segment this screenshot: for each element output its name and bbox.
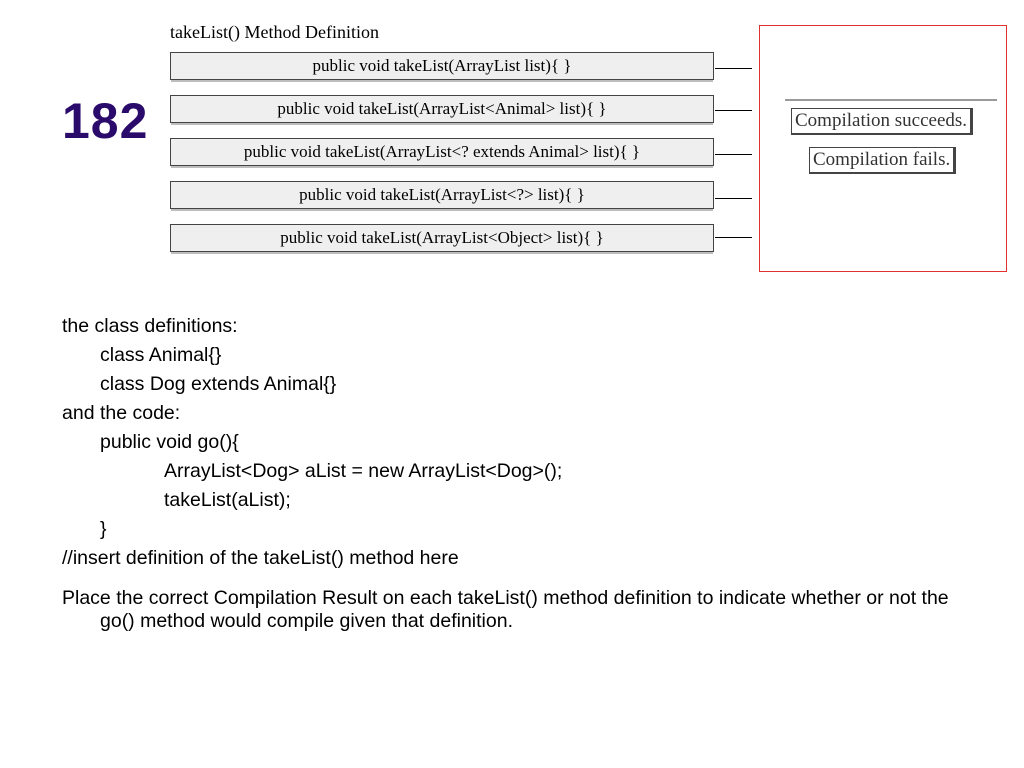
text-line: the class definitions: xyxy=(62,315,238,337)
text-line: public void go(){ xyxy=(100,431,239,453)
text-line: } xyxy=(100,518,107,540)
definition-text: public void takeList(ArrayList list){ } xyxy=(312,56,572,75)
definition-slot-4[interactable] xyxy=(170,181,714,209)
instruction-text: Place the correct Compilation Result on each takeList() method definition to indicate whether or not the go() method would compile given that definition. xyxy=(62,587,949,632)
text-line: and the code: xyxy=(62,402,181,424)
text-line: ArrayList<Dog> aList = new ArrayList<Dog>(); xyxy=(164,460,563,482)
text-line: class Dog extends Animal{} xyxy=(100,373,337,395)
definition-text: public void takeList(ArrayList<Animal> list){ } xyxy=(277,99,607,118)
compilation-fails-chip[interactable]: Compilation fails. xyxy=(809,147,956,174)
definition-slot-5[interactable] xyxy=(170,224,714,252)
text-line: takeList(aList); xyxy=(164,489,291,511)
connector-line xyxy=(715,154,752,155)
definition-text: public void takeList(ArrayList<? extends Animal> list){ } xyxy=(243,142,641,161)
text-line: //insert definition of the takeList() method here xyxy=(62,547,459,569)
result-panel-divider xyxy=(785,99,997,101)
method-table-title: takeList() Method Definition xyxy=(170,22,379,42)
question-text xyxy=(62,312,982,633)
definition-text: public void takeList(ArrayList<Object> list){ } xyxy=(280,228,604,247)
text-line: class Animal{} xyxy=(100,344,222,366)
definition-slot-2[interactable] xyxy=(170,95,714,123)
compilation-succeeds-chip[interactable]: Compilation succeeds. xyxy=(791,108,973,135)
slide-number: 182 xyxy=(62,93,149,149)
definition-text: public void takeList(ArrayList<?> list){ } xyxy=(299,185,585,204)
definition-slot-1[interactable] xyxy=(170,52,714,80)
connector-line xyxy=(715,198,752,199)
definition-slot-3[interactable] xyxy=(170,138,714,166)
connector-line xyxy=(715,68,752,69)
connector-line xyxy=(715,110,752,111)
connector-line xyxy=(715,237,752,238)
